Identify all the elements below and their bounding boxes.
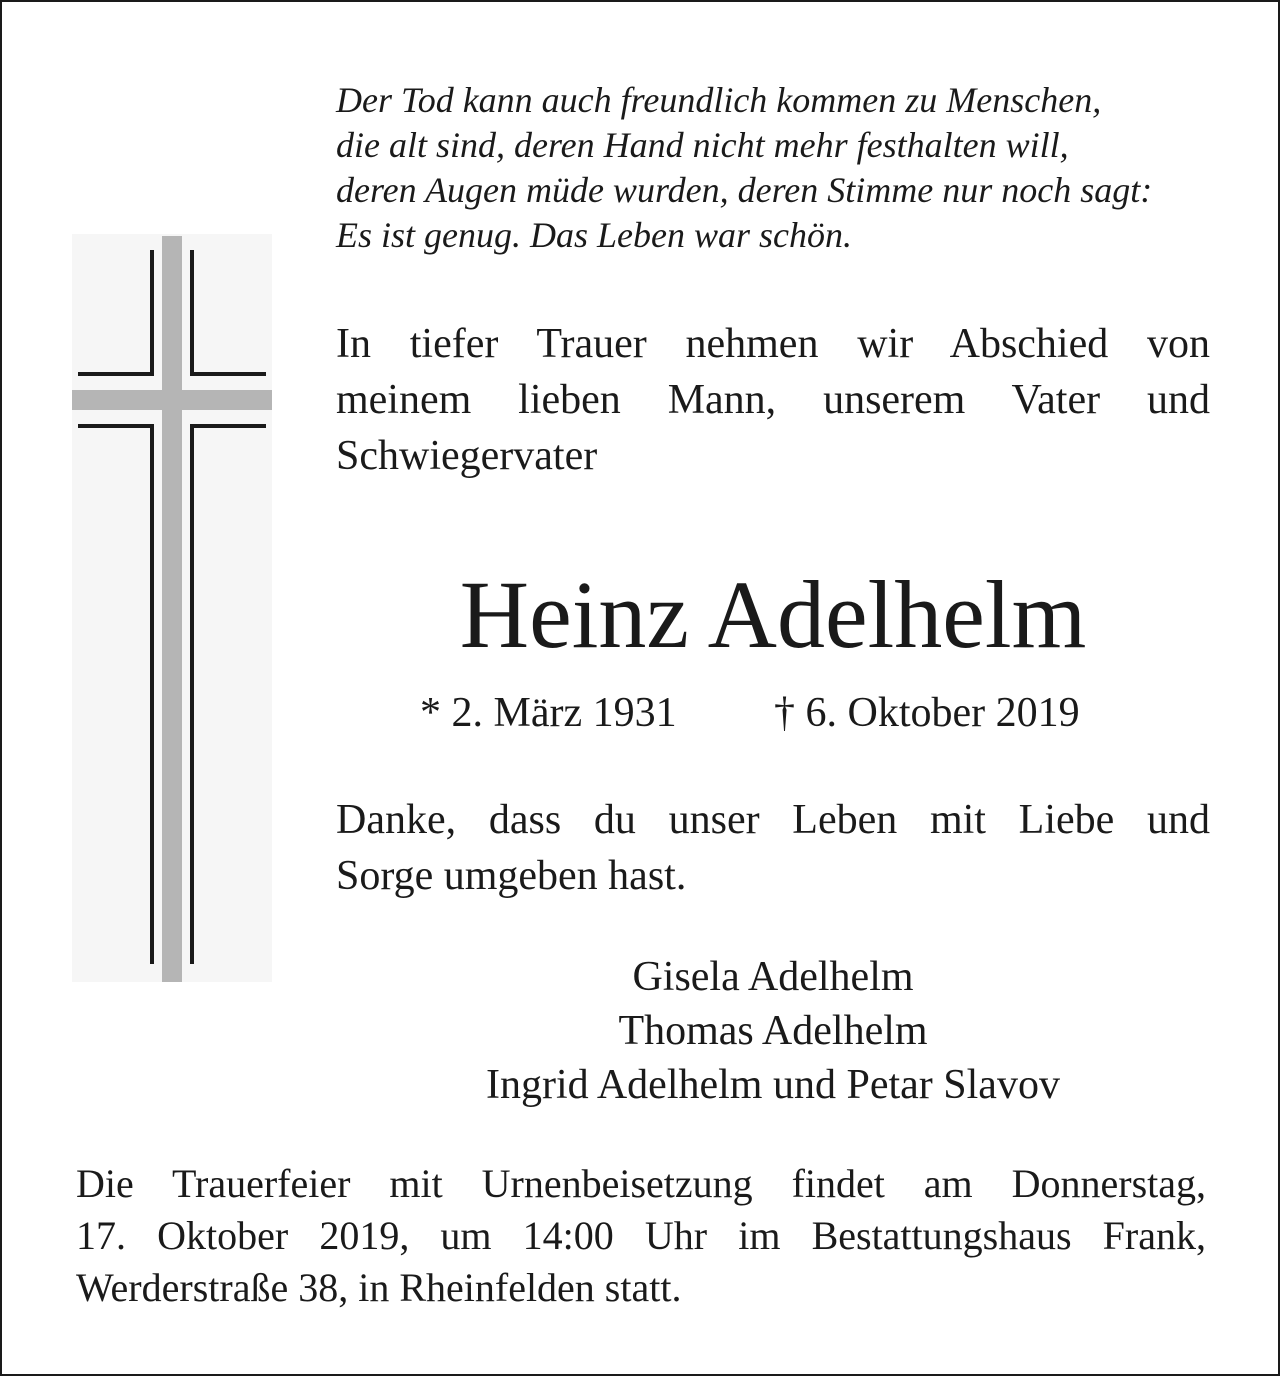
service-line: 17. Oktober 2019, um 14:00 Uhr im Bestattungshaus Frank,: [76, 1213, 1206, 1258]
funeral-service-info: [76, 1158, 1206, 1314]
cross-outline: [150, 250, 154, 374]
service-line: Werderstraße 38, in Rheinfelden statt.: [76, 1265, 682, 1310]
thanks-line: Sorge umgeben hast.: [336, 853, 687, 899]
quote-line: Es ist genug. Das Leben war schön.: [336, 215, 852, 255]
birth-date: * 2. März 1931: [420, 690, 677, 736]
quote-line: deren Augen müde wurden, deren Stimme nur noch sagt:: [336, 170, 1153, 210]
cross-horizontal-beam: [72, 390, 272, 410]
thanks-line: Danke, dass du unser Leben mit Liebe und: [336, 797, 1210, 843]
cross-outline: [150, 424, 154, 964]
cross-outline: [78, 372, 154, 376]
cross-vertical-beam: [162, 236, 182, 982]
thanks-text: [336, 792, 1210, 904]
cross-outline: [190, 424, 266, 428]
death-date: † 6. Oktober 2019: [774, 690, 1080, 736]
intro-line: In tiefer Trauer nehmen wir Abschied von: [336, 321, 1210, 367]
intro-line: Schwiegervater: [336, 433, 598, 479]
cross-outline: [190, 372, 266, 376]
deceased-name: Heinz Adelhelm: [459, 561, 1087, 668]
poem-quote: [336, 78, 1216, 258]
service-line: Die Trauerfeier mit Urnenbeisetzung findet am Donnerstag,: [76, 1161, 1206, 1206]
mourner-name: Ingrid Adelhelm und Petar Slavov: [486, 1062, 1060, 1108]
cross-outline: [190, 250, 194, 374]
mourner-name: Gisela Adelhelm: [632, 954, 914, 1000]
cross-outline: [190, 424, 194, 964]
quote-line: Der Tod kann auch freundlich kommen zu Menschen,: [336, 80, 1102, 120]
quote-line: die alt sind, deren Hand nicht mehr festhalten will,: [336, 125, 1069, 165]
mourners-list: [336, 950, 1210, 1112]
cross-outline: [78, 424, 154, 428]
intro-line: meinem lieben Mann, unserem Vater und: [336, 377, 1210, 423]
farewell-intro: [336, 316, 1210, 484]
mourner-name: Thomas Adelhelm: [618, 1008, 928, 1054]
